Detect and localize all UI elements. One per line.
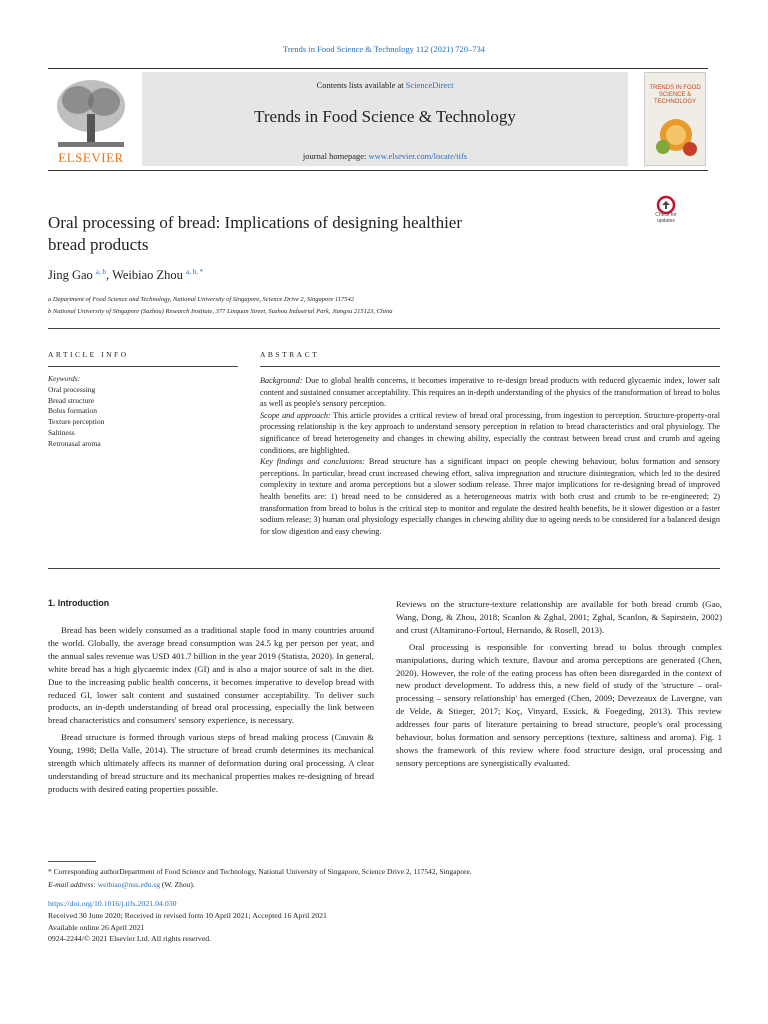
body-paragraph: Bread structure is formed through various steps of bread making process (Cauvain & Young, 1998; Della Valle, 2014). The structure of bread crumb determines its mechanical strength which ultimately affects its manner of deformation during oral processing. A clear understanding of bread structure and its mechanical properties makes re-designing of bread products with desired eating properties possible.: [48, 732, 374, 794]
author-affil-sup[interactable]: a, b, *: [186, 268, 204, 276]
abstract-findings: [260, 456, 720, 537]
findings-text: Bread structure has a significant impact on people chewing behaviour, bolus formation and sensory perceptions. In particular, bread crust increased chewing effort, saliva impregnation and structure disintegration, which led to the desired complexity in texture and aroma perceptions but a slower sodium release. Three major implications for re-designing bread of improved health benefits are: 1) bread need to be considered as a heterogeneous matrix with both crust and crumb to be re-engineered; 2) transformation from bread to bolus is the critical step to monitor and regulate the desired health benefits, be it slower digestion or a faster sodium release; 3) human oral physiology especially changes in chewing ability due to ageing needs to be considered for a balanced design for slow digestion and easy chewing.: [260, 457, 721, 536]
abstract-background: [260, 375, 720, 410]
journal-citation[interactable]: Trends in Food Science & Technology 112 (2021) 720–734: [282, 44, 486, 54]
article-info-rule: [48, 366, 238, 367]
scope-text: This article provides a critical review of bread oral processing, from ingestion to perception. Structure-property-oral processing relationship is the key approach to understand sensory perception in relation to bread characteristics and oral physiology. The significance of bread heterogeneity and changes in chewing ability, especially the contrast between bread crust and crumb and ageing conditions, are highlighted.: [260, 410, 720, 455]
body-column-left: [48, 624, 374, 800]
copyright: 0924-2244/© 2021 Elsevier Ltd. All rights reserved.: [48, 934, 212, 944]
doi-link[interactable]: https://doi.org/10.1016/j.tifs.2021.04.030: [48, 899, 177, 908]
abstract-end-rule: [48, 568, 720, 569]
email-label: E-mail address:: [48, 880, 98, 889]
keyword-item: Bread structure: [48, 395, 95, 405]
contents-line: [142, 80, 628, 90]
background-text: Due to global health concerns, it becomes imperative to re-design bread products with reduced glycaemic index, lower salt content and sustained consumer acceptability. This requires an in-depth understanding of the physics of the transformation of bread to bolus as well as people's sensory perception.: [260, 376, 720, 409]
cover-title: TRENDS IN FOOD SCIENCE & TECHNOLOGY: [649, 85, 701, 105]
findings-label: Key findings and conclusions:: [260, 457, 365, 467]
article-title: [48, 212, 568, 256]
scope-label: Scope and approach:: [260, 410, 331, 420]
cover-fruit-image: [645, 73, 706, 166]
check-updates-line2: updates: [657, 217, 675, 224]
header-rule: [48, 68, 708, 69]
check-updates-label: [648, 213, 684, 224]
journal-cover-thumbnail[interactable]: [644, 72, 706, 166]
author-list: [48, 268, 203, 283]
title-line-1: Oral processing of bread: Implications of designing healthier: [48, 213, 463, 232]
body-paragraph: Reviews on the structure-texture relationship are available for both bread crumb (Gao, Wang, Dong, & Zhou, 2018; Scanlon & Zghal, 2001; Zghal, Scanlon, & Sapirstein, 2002) and crust (Altamirano-Fortoul, Hernando, & Rosell, 2013).: [396, 599, 722, 635]
email-suffix: (W. Zhou).: [160, 880, 195, 889]
homepage-link[interactable]: www.elsevier.com/locate/tifs: [368, 151, 468, 161]
keyword-item: Oral processing: [48, 384, 96, 394]
article-info-heading: ARTICLE INFO: [48, 350, 129, 359]
keywords-label: Keywords:: [48, 374, 81, 383]
available-online: Available online 26 April 2021: [48, 922, 145, 932]
header-rule-bottom: [48, 170, 708, 171]
body-paragraph: Bread has been widely consumed as a traditional staple food in many countries around the world. Globally, the average bread consumption was 24.5 kg per person per year, and the annual sales revenue was USD 401.7 billion in the year 2019 (Statista, 2020). In general, white bread has a high glycaemic index (GI) and is also a major source of salt in the diet. Due to the increasing public health concerns, it becomes imperative to develop bread with reduced GI, lower salt content and sustained consumer acceptability. To deliver such products, an in-depth understanding of bread oral processing, especially the link between bread characteristics and consumers' sensory experience, is necessary.: [48, 625, 374, 726]
corresponding-author-note: * Corresponding authorDepartment of Food Science and Technology, National University of Singapore, Science Drive 2, 117542, Singapore.: [48, 867, 472, 876]
journal-title: Trends in Food Science & Technology: [254, 107, 516, 126]
section-divider: [48, 328, 720, 329]
author-name[interactable]: Weibiao Zhou: [112, 268, 183, 283]
homepage-line: [142, 151, 628, 161]
title-line-2: bread products: [48, 235, 149, 254]
abstract-scope: [260, 410, 720, 456]
author-name[interactable]: Jing Gao: [48, 268, 93, 283]
sciencedirect-link[interactable]: ScienceDirect: [405, 80, 454, 90]
publisher-name: ELSEVIER: [58, 150, 124, 165]
author-affil-sup[interactable]: a, b: [95, 268, 107, 276]
article-meta: [48, 898, 327, 945]
abstract-body: [260, 375, 720, 537]
check-updates-line1: Check for: [655, 212, 677, 218]
abstract-rule: [260, 366, 720, 367]
keyword-item: Retronasal aroma: [48, 438, 101, 448]
email-link[interactable]: weibiao@nus.edu.sg: [97, 880, 161, 889]
background-label: Background:: [260, 376, 303, 385]
email-note: [48, 879, 195, 890]
keyword-item: Texture perception: [48, 417, 105, 427]
affiliation-a: a Department of Food Science and Technology, National University of Singapore, Science Drive 2, Singapore 117542: [48, 296, 355, 303]
contents-prefix: Contents lists available at: [316, 80, 406, 90]
body-paragraph: Oral processing is responsible for converting bread to bolus through complex manipulations, during which texture, flavour and aroma perceptions are generated (Chen, 2020). However, the role of the eating process has often been disregarded in the context of new product development. To address this, a new field of study of the 'structure – oral-processing – sensory relationship' has emerged (Chen, 2009; Devezeaux de Lavergne, van de Velde, & Stieger, 2017; Koç, Vinyard, Essick, & Foegeding, 2013). This review addresses four parts of literature pertaining to bread structure, people's oral processing behaviour, bolus formation and sensory perceptions (texture, saltiness and aroma). Fig. 1 shows the framework of this review where food structure design, oral processing and sensory perceptions are synergistically evaluated.: [396, 641, 722, 768]
received-dates: Received 30 June 2020; Received in revised form 10 April 2021; Accepted 16 April 2021: [48, 910, 327, 920]
keywords-block: [48, 374, 238, 450]
affiliation-b: b National University of Singapore (Suzhou) Research Institute, 377 Linquan Street, Suzhou Industrial Park, Jiangsu 215123, China: [48, 308, 393, 315]
homepage-prefix: journal homepage:: [302, 151, 369, 161]
keyword-item: Saltiness: [48, 427, 75, 437]
footnote-rule: [48, 861, 96, 862]
abstract-heading: ABSTRACT: [260, 350, 320, 359]
body-column-right: [396, 598, 722, 774]
section-heading-introduction: 1. Introduction: [48, 598, 110, 608]
keyword-item: Bolus formation: [48, 406, 97, 416]
author-separator: ,: [106, 268, 113, 283]
